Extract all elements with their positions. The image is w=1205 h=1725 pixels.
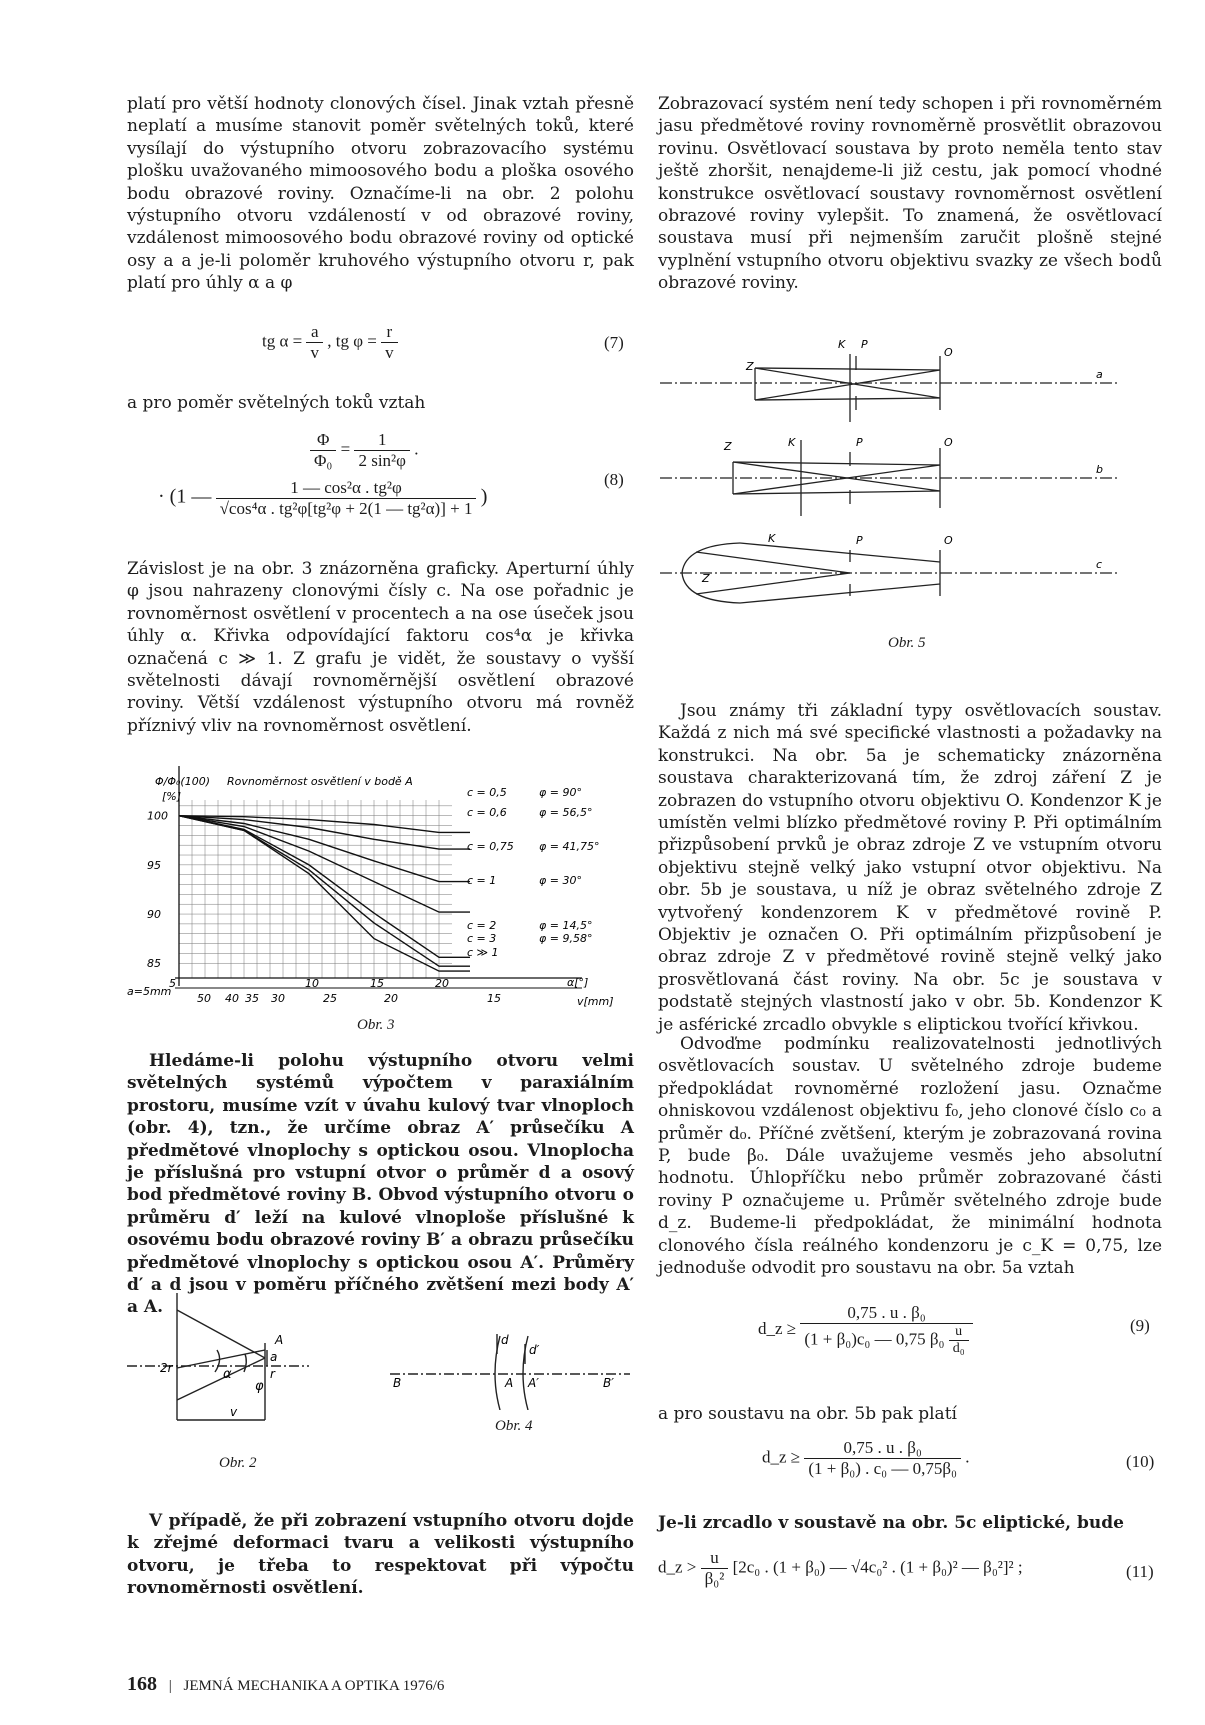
- chart-series-group: [179, 816, 470, 971]
- equation-9: d_z ≥ 0,75 . u . β₀ (1 + β₀)c₀ — 0,75 β₀ $\frac{u}{\text{d₀}}$: [758, 1303, 973, 1357]
- label-c: c: [1096, 558, 1103, 571]
- label-P-c: P: [856, 534, 863, 547]
- equation-11: d_z > $\frac{u}{\text{β₀²}}$ [2c₀ . (1 + β₀) — √4c₀² . (1 + β₀)² — β₀²]² ;: [658, 1548, 1023, 1588]
- right-paragraph-5: Je-li zrcadlo v soustavě na obr. 5c eliptické, bude: [658, 1513, 1124, 1533]
- label-B-prime: B′: [603, 1376, 614, 1390]
- v-tick-label: 30: [271, 992, 285, 1005]
- chart-axes: [175, 766, 582, 988]
- right-paragraph-2: Jsou známy tři základní typy osvětlovacích soustav. Každá z nich má své specifické vlastnosti a požadavky na konstrukci. Na obr. 5a je schematicky znázorněna soustava charakterizovaná tím, že zdroj záření Z je zobrazen do vstupního otvoru objektivu O. Kondenzor K je umístěn velmi blízko předmětové roviny P. Při optimálním přizpůsobení prvků je obraz zdroje Z ve vstupním otvoru objektivu stejně velký jako vstupní otvor objektivu. Na obr. 5b je soustava, u níž je obraz světelného zdroje Z vytvořený kondenzorem K v předmětové rovině P. Objektiv je označen O. Při optimálním přizpůsobení je obraz zdroje Z v předmětové rovině stejně velký jako prosvětlovaná část roviny. Na obr. 5c je soustava v podstatě stejných vlastností jako v obr. 5b. Kondenzor K je asférické zrcadlo obvykle s eliptickou tvořící křivkou.: [658, 701, 1162, 1035]
- label-O-c: O: [944, 534, 953, 547]
- figure-2-diagram: [127, 1288, 317, 1433]
- curve-c-label: c = 0,75: [467, 840, 514, 853]
- chart-alpha-axis-label: α[°]: [567, 976, 589, 989]
- equation-10-number: (10): [1126, 1452, 1155, 1471]
- label-B: B: [393, 1376, 402, 1390]
- label-Z-c: Z: [702, 572, 710, 585]
- right-paragraph-1: Zobrazovací systém není tedy schopen i při rovnoměrném jasu předmětové roviny rovnoměrně prosvětlit obrazovou rovinu. Osvětlovací soustava by proto neměla tento stav ještě zhoršit, nenajdeme-li již cestu, jak pomocí vhodné konstrukce osvětlovací soustavy rovnoměrnost osvětlení obrazové roviny vylepšit. To znamená, že osvětlovací soustava musí při nejmenším zaručit plošně stejné vyplnění vstupního otvoru objektivu svazky ze všech bodů obrazové roviny.: [658, 94, 1162, 294]
- left-paragraph-1: platí pro větší hodnoty clonových čísel. Jinak vztah přesně neplatí a musíme stanovit poměr světelných toků, které vysílají do výstupního otvoru zobrazovacího systému plošku uvažovaného mimoosového bodu a ploška osového bodu obrazové roviny. Označíme-li na obr. 2 polohu výstupního otvoru vzdáleností v od obrazové roviny, vzdálenost mimoosového bodu obrazové roviny od optické osy a a je-li poloměr kruhového výstupního otvoru r, pak platí pro úhly α a φ: [127, 94, 634, 294]
- alpha-tick-label: 5: [169, 977, 176, 990]
- label-A-prime: A′: [528, 1376, 539, 1390]
- label-a: a: [1096, 368, 1103, 381]
- alpha-tick-label: 20: [435, 977, 449, 990]
- label-P-b: P: [856, 436, 863, 449]
- equation-10: d_z ≥ $\frac{\text{0,75 . u . β₀}}{\text{(1 + β₀) . c₀ — 0,75β₀}}$ .: [762, 1438, 970, 1478]
- v-tick-label: 40: [225, 992, 239, 1005]
- y-tick-label: 95: [147, 858, 161, 872]
- label-P-a: P: [861, 338, 868, 351]
- chart-v-axis-label: v[mm]: [577, 995, 614, 1008]
- label-Z-a: Z: [746, 360, 754, 373]
- figure-2-caption: Obr. 2: [219, 1455, 257, 1471]
- left-paragraph-4: Hledáme-li polohu výstupního otvoru velmi světelných systémů výpočtem v paraxiálním prostoru, musíme vzít v úvahu kulový tvar vlnoploch (obr. 4), tzn., že určíme obraz A′ průsečíku A předmětové vlnoplochy s optickou osou. Vlnoplocha je příslušná pro vstupní otvor o průměr d a osový bod předmětové roviny B. Obvod výstupního otvoru o průměru d′ leží na kulové vlnoploše příslušné k osovému bodu obrazové roviny B′ a obrazu průsečíku předmětové vlnoplochy s optickou osou A′. Průměry d′ a d jsou v poměru příčného zvětšení mezi body A′ a A.: [127, 1051, 634, 1318]
- equation-7-number: (7): [604, 333, 624, 352]
- curve-c-label: c ≫ 1: [467, 946, 499, 959]
- label-r: r: [270, 1367, 275, 1381]
- chart-y-axis-label: Φ/Φ₀(100): [155, 775, 211, 788]
- label-Z-b: Z: [724, 440, 732, 453]
- label-K-a: K: [838, 338, 846, 351]
- curve-phi-label: φ = 41,75°: [539, 840, 600, 853]
- curve-c-label: c = 2: [467, 919, 497, 932]
- chart-a-label: a=5mm: [127, 985, 172, 998]
- label-A: A: [275, 1333, 284, 1347]
- equation-9-number: (9): [1130, 1316, 1150, 1335]
- chart-grid: [179, 800, 452, 978]
- curve-phi-label: φ = 30°: [539, 874, 582, 887]
- curve-phi-label: φ = 56,5°: [539, 806, 593, 819]
- y-tick-label: 100: [147, 809, 168, 823]
- figure-3-caption: Obr. 3: [357, 1017, 395, 1033]
- label-alpha: α: [223, 1367, 232, 1382]
- right-paragraph-3: Odvoďme podmínku realizovatelnosti jednotlivých osvětlovacích soustav. U světelného zdroje budeme předpokládat rovnoměrné rozložení jasu. Označme ohniskovou vzdálenost objektivu f₀, jeho clonové číslo c₀ a průměr d₀. Příčné zvětšení, kterým je zobrazovaná rovina P, bude β₀. Dále uvažujeme vesměs jeho absolutní hodnotu. Úhlopříčku nebo průměr zobrazované části roviny P označujeme u. Průměr světelného zdroje bude d_z. Budeme-li předpokládat, že minimální hodnota clonového čísla reálného kondenzoru je c_K = 0,75, lze jednoduše odvodit pro soustavu na obr. 5a vztah: [658, 1034, 1162, 1279]
- chart-title: Rovnoměrnost osvětlení v bodě A: [227, 775, 413, 788]
- alpha-tick-label: 10: [305, 977, 319, 990]
- curve-c-label: c = 3: [467, 932, 497, 945]
- curve-phi-label: φ = 90°: [539, 786, 582, 799]
- chart-v-ticks: [197, 992, 501, 1005]
- page-footer: 168 | JEMNÁ MECHANIKA A OPTIKA 1976/6: [127, 1673, 445, 1695]
- series-line-7: [179, 816, 470, 971]
- v-tick-label: 15: [487, 992, 501, 1005]
- equation-8-number: (8): [604, 470, 624, 489]
- equation-7: tg α = $\frac{a}{v}$ , tg φ = $\frac{r}{v}$: [262, 322, 398, 363]
- label-phi: φ: [255, 1379, 264, 1394]
- label-K-c: K: [768, 532, 776, 545]
- label-a: a: [270, 1350, 278, 1364]
- label-d: d: [501, 1333, 509, 1347]
- figure-4-diagram: [390, 1330, 635, 1410]
- curve-c-label: c = 1: [467, 874, 497, 887]
- label-K-b: K: [788, 436, 796, 449]
- figure-5-caption: Obr. 5: [888, 635, 926, 651]
- left-paragraph-5: V případě, že při zobrazení vstupního otvoru dojde k zřejmé deformaci tvaru a velikosti výstupního otvoru, je třeba to respektovat při výpočtu rovnoměrnosti osvětlení.: [127, 1511, 634, 1599]
- equation-8-line-2: · (1 — $\frac{\text{1 — cos²α . tg²φ}}{\text{√cos⁴α . tg²φ[tg²φ + 2(1 — tg²α)] + 1}}$ ): [158, 478, 488, 518]
- curve-c-label: c = 0,5: [467, 786, 507, 799]
- alpha-tick-label: 15: [370, 977, 384, 990]
- v-tick-label: 20: [384, 992, 398, 1005]
- right-paragraph-4: a pro soustavu na obr. 5b pak platí: [658, 1404, 957, 1424]
- equation-11-number: (11): [1126, 1562, 1154, 1581]
- chart-y-axis-unit: [%]: [162, 790, 182, 803]
- left-paragraph-3: Závislost je na obr. 3 znázorněna graficky. Aperturní úhly φ jsou nahrazeny clonovými čísly c. Na ose pořadnic je rovnoměrnost osvětlení v procentech a na ose úseček jsou úhly α. Křivka odpovídající faktoru cos⁴α je křivka označená c ≫ 1. Z grafu je vidět, že soustavy o vyšší světelnosti dávají rovnoměrnější osvětlení obrazové roviny. Větší vzdálenost výstupního otvoru má rovněž příznivý vliv na rovnoměrnost osvětlení.: [127, 559, 634, 736]
- label-d-prime: d′: [529, 1343, 540, 1357]
- v-tick-label: 25: [323, 992, 337, 1005]
- label-A: A: [505, 1376, 514, 1390]
- figure-4-caption: Obr. 4: [495, 1418, 533, 1434]
- chart-phi-labels: [539, 786, 599, 945]
- equation-8-line-1: $\frac{\Phi}{\text{Φ₀}}$ = $\frac{1}{\text{2 sin²φ}}$ .: [310, 430, 418, 471]
- label-v: v: [230, 1405, 238, 1419]
- figure-3-chart: [127, 758, 637, 1008]
- journal-name: JEMNÁ MECHANIKA A OPTIKA 1976/6: [183, 1678, 445, 1694]
- label-O-b: O: [944, 436, 953, 449]
- y-tick-label: 90: [147, 908, 161, 922]
- label-2r: 2r: [160, 1361, 173, 1375]
- curve-phi-label: φ = 14,5°: [539, 919, 593, 932]
- v-tick-label: 35: [245, 992, 259, 1005]
- label-O-a: O: [944, 346, 953, 359]
- page-number: 168: [127, 1673, 157, 1695]
- series-line-5: [179, 816, 470, 958]
- figure-5-diagram: [660, 330, 1160, 620]
- chart-y-ticks: [147, 810, 168, 971]
- left-paragraph-2: a pro poměr světelných toků vztah: [127, 393, 426, 413]
- y-tick-label: 85: [147, 957, 161, 971]
- v-tick-label: 50: [197, 992, 211, 1005]
- label-b: b: [1096, 463, 1103, 476]
- curve-c-label: c = 0,6: [467, 806, 507, 819]
- curve-phi-label: φ = 9,58°: [539, 932, 593, 945]
- chart-c-labels: [467, 786, 514, 959]
